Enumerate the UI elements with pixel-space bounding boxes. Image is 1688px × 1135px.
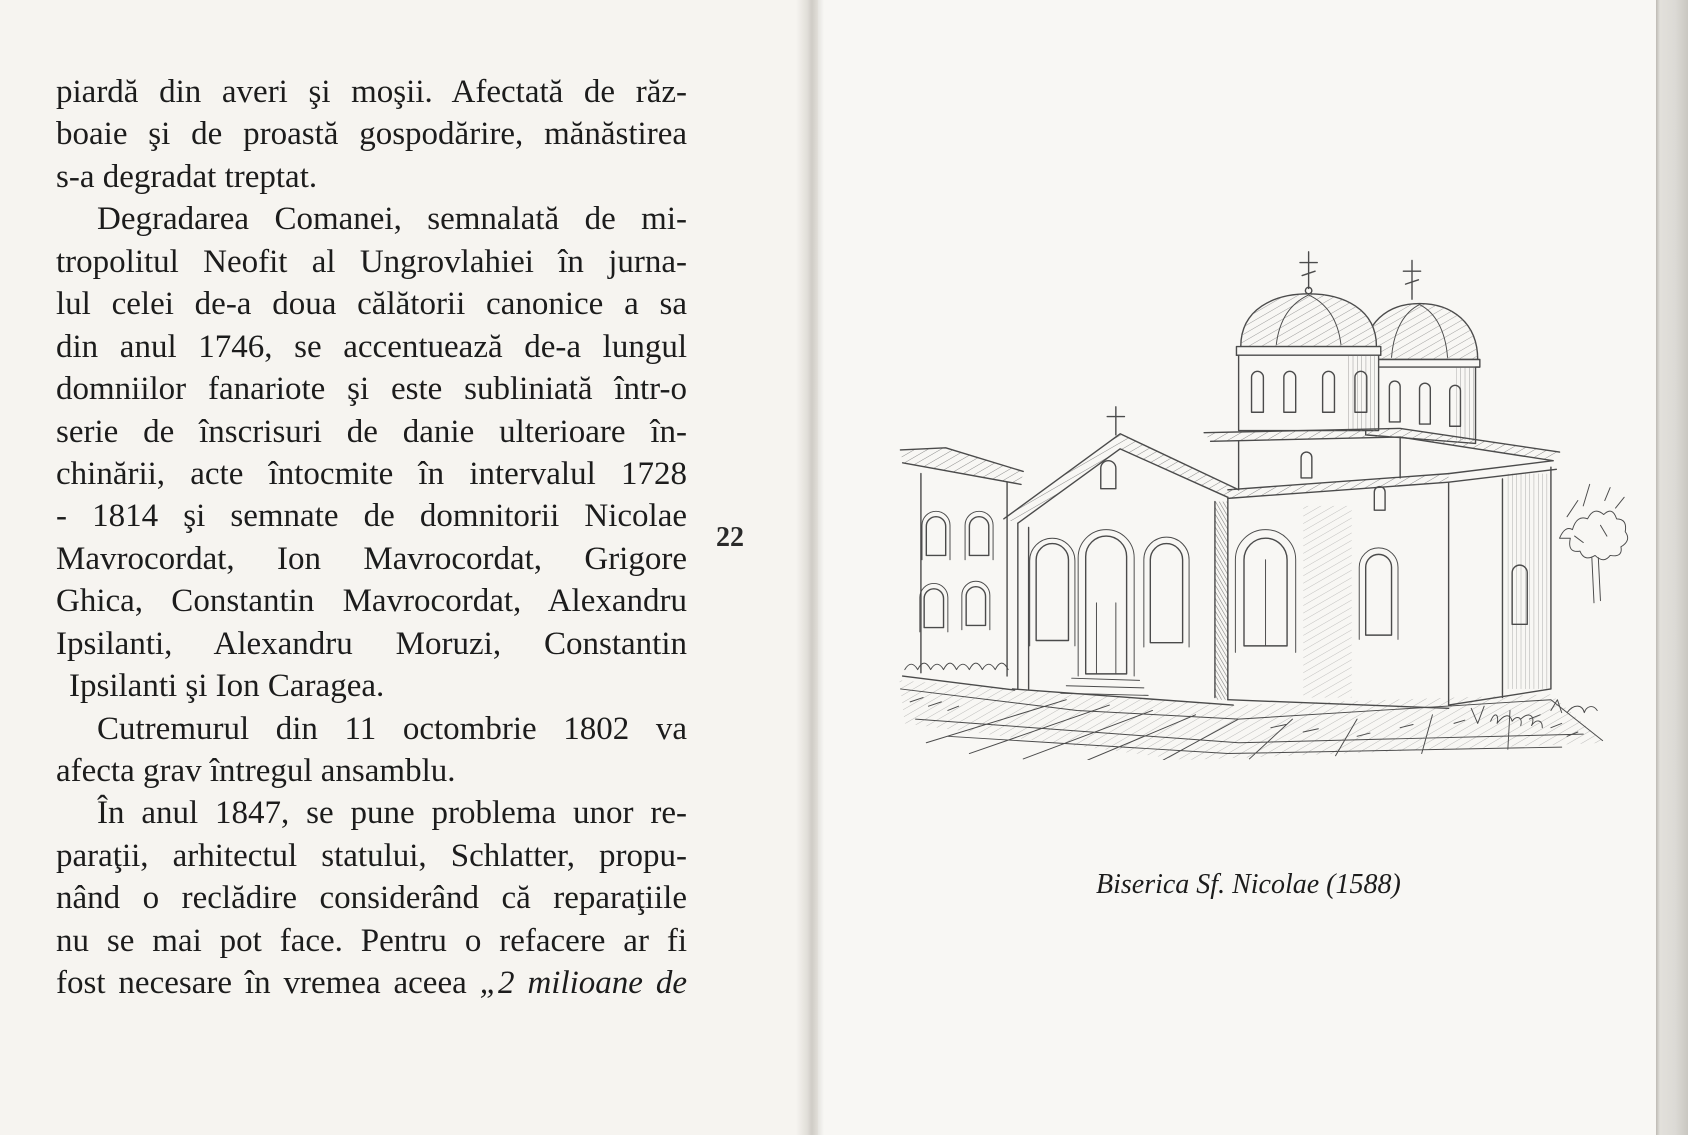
apse [1449, 461, 1557, 705]
cross [1107, 407, 1124, 435]
text-line: chinării, acte întocmite în intervalul 1728 [56, 455, 687, 492]
dome-shading [1241, 294, 1377, 347]
nave [1228, 474, 1449, 709]
text-line [56, 962, 687, 1004]
wall-shading [1303, 506, 1351, 698]
text-line: nând o reclădire considerând că reparaţiile [56, 880, 687, 917]
roof [1228, 474, 1449, 499]
window [966, 587, 985, 626]
text-line-italic: „2 milioane de [479, 965, 687, 1002]
window [1366, 554, 1392, 635]
window [969, 517, 988, 556]
text-line: Ipsilanti, Alexandru Moruzi, Constantin [56, 625, 687, 662]
text-line: tropolitul Neofit al Ungrovlahiei în jurna- [56, 243, 687, 280]
cross [1300, 252, 1317, 289]
text-line-roman: fost necesare în vremea aceea [56, 965, 467, 1002]
window [1374, 487, 1385, 511]
gable-roof [1004, 434, 1239, 523]
paragraph [56, 71, 687, 198]
paragraph [56, 198, 687, 707]
text-line: domniilor fanariote şi este subliniată într-o [56, 371, 687, 408]
text-line: Cutremurul din 11 octombrie 1802 va [97, 710, 687, 747]
paragraph [56, 792, 687, 1004]
text-line: - 1814 şi semnate de domnitorii Nicolae [56, 498, 687, 535]
book-gutter [796, 0, 824, 1135]
text-line: nu se mai pot face. Pentru o refacere ar fi [56, 922, 687, 959]
front-facade [1004, 407, 1239, 705]
text-line: Ipsilanti şi Ion Caragea. [69, 668, 385, 705]
window [926, 517, 945, 556]
text-line: boaie şi de proastă gospodărire, mănăstirea [56, 116, 687, 153]
illustration-caption: Biserica Sf. Nicolae (1588) [1096, 869, 1401, 900]
window [1301, 452, 1312, 478]
window [1036, 544, 1068, 641]
text-line: lul celei de-a doua călătorii canonice a sa [56, 286, 687, 323]
text-line: piardă din averi şi moşii. Afectată de răz- [56, 74, 687, 110]
window [924, 589, 943, 628]
corner-shading [1215, 502, 1228, 700]
tree-trunk [1592, 558, 1601, 603]
text-line: din anul 1746, se accentuează de-a lungul [56, 328, 687, 365]
left-dome [1236, 252, 1380, 431]
page-edge [1656, 0, 1688, 1135]
tree [1560, 484, 1628, 602]
church-sketch [880, 240, 1650, 760]
drum-shading [1348, 355, 1378, 430]
window [1101, 461, 1116, 489]
text-line: serie de înscrisuri de danie ulterioare în- [56, 413, 687, 450]
text-line: Ghica, Constantin Mavrocordat, Alexandru [56, 583, 687, 620]
left-page-text [56, 71, 687, 1005]
tree-foliage [1560, 484, 1628, 559]
text-line: Degradarea Comanei, semnalată de mi- [97, 201, 687, 238]
text-line: s-a degradat treptat. [56, 158, 318, 195]
text-line: Mavrocordat, Ion Mavrocordat, Grigore [56, 540, 687, 577]
background-building [900, 448, 1023, 690]
door [1086, 536, 1127, 674]
paragraph [56, 708, 687, 793]
window [1150, 544, 1182, 643]
drum-shading [1456, 367, 1475, 440]
wall-line [903, 474, 1015, 690]
ground [899, 663, 1604, 760]
cross [1403, 260, 1420, 299]
window-frames [920, 511, 993, 632]
text-line: În anul 1847, se pune problema unor re- [97, 795, 687, 832]
page-number: 22 [716, 522, 744, 553]
text-line: paraţii, arhitectul statului, Schlatter, propu- [56, 837, 687, 874]
text-line: afecta grav întregul ansamblu. [56, 753, 456, 789]
